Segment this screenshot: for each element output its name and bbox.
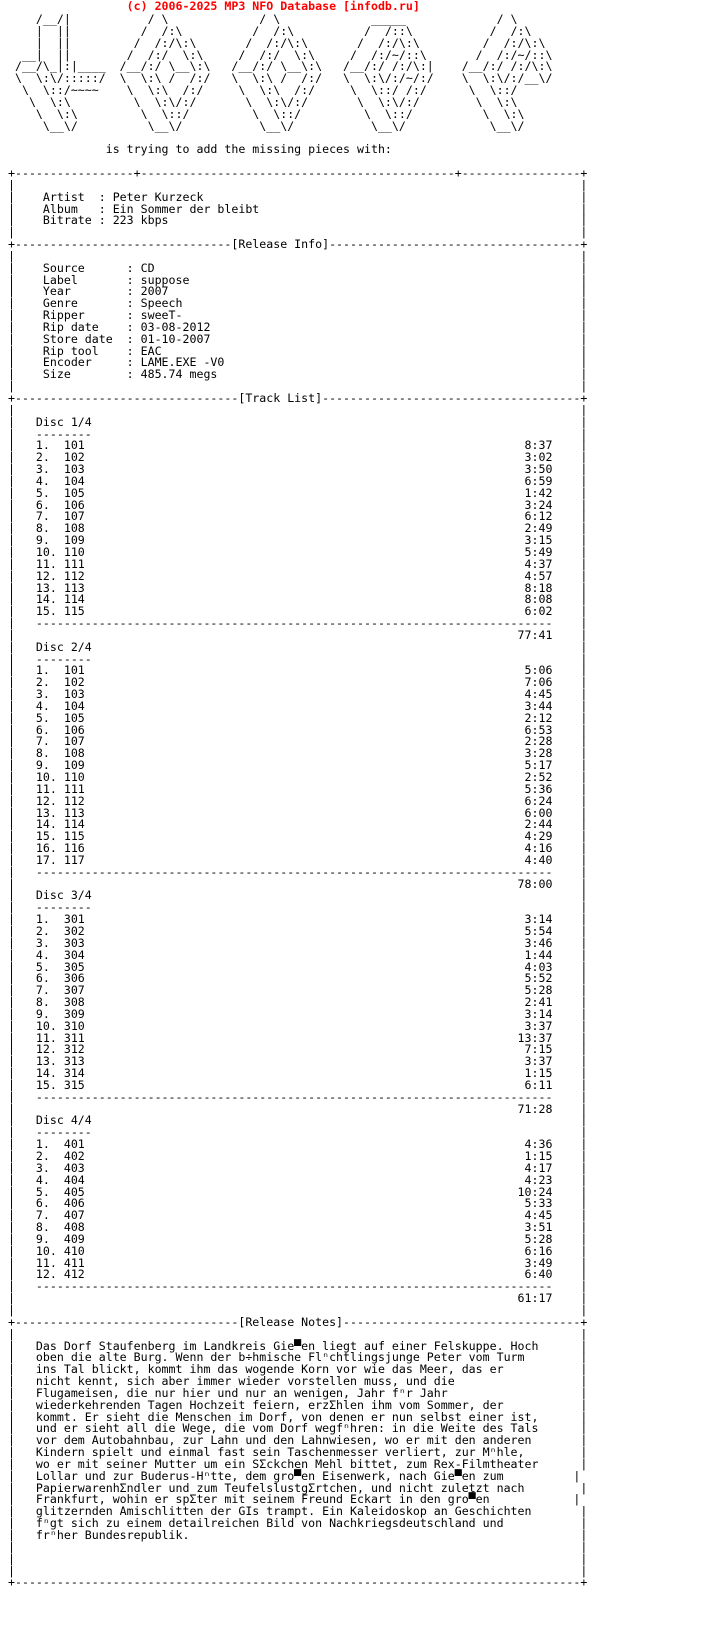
nfo-text-body: /__/| / \ / \ _____ / \ | || / /:\ / /:\ / /::\ / /:\ | || / /:/\:\ / /:/\:\ / /:/\:\ / /:/\:\ __| || / /:/ \:\ / /:/ \:\ / /:/~/::\ / /:/~/::\ /__/\_|:|____ /__/:/ \__\:\ /__/:/ \__\:\ /__/:/ /:/\:| /__/:/ /:/\:\ \ \:\/:::::/ \ \:\ / /:/ \ \:\ / /:/ \ \:\/:/~/:/ \ \:\/:/__\/ \ \::/~~~~ \ \:\ /:/ \ \:\ /:/ \ \::/ /:/ \ \::/ \ \:\ \ \:\/:/ \ \:\/:/ \ \:\/:/ \ \:\ \ \:\ \ \::/ \ \::/ \ \::/ \ \:\ \__\/ \__\/ \__\/ \__\/ \__\/ is trying to add the missing pieces with: +-----------------+---------------------------------------------+-----------------+ | | | Artist : Peter Kurzeck | | Album : Ein Sommer der bleibt | | Bitrate : 223 kbps | | | +-------------------------------[Release Info]------------------------------------+ | | | Source : CD | | Label : suppose | | Year : 2007 | | Genre : Speech | | Ripper : sweeT- | | Rip date : 03-08-2012 | | Store date : 01-10-2007 | | Rip tool : EAC | | Encoder : LAME.EXE -V0 | | Size : 485.74 megs | | | +--------------------------------[Track List]-------------------------------------+ | | | Disc 1/4 | | -------- | | 1. 101 8:37 | | 2. 102 3:02 | | 3. 103 3:50 | | 4. 104 6:59 | | 5. 105 1:42 | | 6. 106 3:24 | | 7. 107 6:12 | | 8. 108 2:49 | | 9. 109 3:15 | | 10. 110 5:49 | | 11. 111 4:37 | | 12. 112 4:57 | | 13. 113 8:18 | | 14. 114 8:08 | | 15. 115 6:02 | | -------------------------------------------------------------------------- | | 77:41 | | Disc 2/4 | | -------- | | 1. 101 5:06 | | 2. 102 7:06 | | 3. 103 4:45 | | 4. 104 3:44 | | 5. 105 2:12 | | 6. 106 6:53 | | 7. 107 2:28 | | 8. 108 3:28 | | 9. 109 5:17 | | 10. 110 2:52 | | 11. 111 5:36 | | 12. 112 6:24 | | 13. 113 6:00 | | 14. 114 2:44 | | 15. 115 4:29 | | 16. 116 4:16 | | 17. 117 4:40 | | -------------------------------------------------------------------------- | | 78:00 | | Disc 3/4 | | -------- | | 1. 301 3:14 | | 2. 302 5:54 | | 3. 303 3:46 | | 4. 304 1:44 | | 5. 305 4:03 | | 6. 306 5:52 | | 7. 307 5:28 | | 8. 308 2:41 | | 9. 309 3:14 | | 10. 310 3:37 | | 11. 311 13:37 | | 12. 312 7:15 | | 13. 313 3:37 | | 14. 314 1:15 | | 15. 315 6:11 | | -------------------------------------------------------------------------- | | 71:28 | | Disc 4/4 | | -------- | | 1. 401 4:36 | | 2. 402 1:15 | | 3. 403 4:17 | | 4. 404 4:23 | | 5. 405 10:24 | | 6. 406 5:33 | | 7. 407 4:45 | | 8. 408 3:51 | | 9. 409 5:28 | | 10. 410 6:16 | | 11. 411 3:49 | | 12. 412 6:40 | | -------------------------------------------------------------------------- | | 61:17 | | | +--------------------------------[Release Notes]----------------------------------+ | | | Das Dorf Staufenberg im Landkreis Gie▀en liegt auf einer Felskuppe. Hoch | | oben die alte Burg. Wenn der b÷hmische Flⁿchtlingsjunge Peter vom Turm | | ins Tal blickt, kommt ihm das wogende Korn vor wie das Meer, das er | | nicht kennt, sich aber immer wieder vorstellen muss, und die | | Flugameisen, die nur hier und nur an wenigen, Jahr fⁿr Jahr | | wiederkehrenden Tagen Hochzeit feiern, erzΣhlen ihm vom Sommer, der | | kommt. Er sieht die Menschen im Dorf, von denen er nun selbst einer ist, | | und er sieht all die Wege, die vom Dorf wegfⁿhren: in die Weite des Tals | | vor dem Autobahnbau, zur Lahn und den Lahnwiesen, wo er mit den anderen | | Kindern spielt und einmal fast sein Taschenmesser verliert, zur Mⁿhle, | | wo er mit seiner Mutter um ein SΣckchen Mehl bittet, zum Rex-Filmtheater | | Lollar und zur Buderus-Hⁿtte, dem gro▀en Eisenwerk, nach Gie▀en zum | | PapierwarenhΣndler und zum TeufelslustgΣrtchen, und nicht zuletzt nach | | Frankfurt, wohin er spΣter mit seinem Freund Eckart in den gro▀en | | glitzernden Amischlitten der GIs trampt. Ein Kaleidoskop an Geschichten | | fⁿgt sich zu einem detailreichen Bild von Nachkriegsdeutschland und | | frⁿher Bundesrepublik. | | | | | | | +---------------------------------------------------------------------------------+ bbox=[8, 12, 588, 1590]
copyright-banner: (c) 2006-2025 MP3 NFO Database [infodb.ru] bbox=[8, 0, 420, 13]
nfo-document bbox=[8, 0, 708, 1589]
